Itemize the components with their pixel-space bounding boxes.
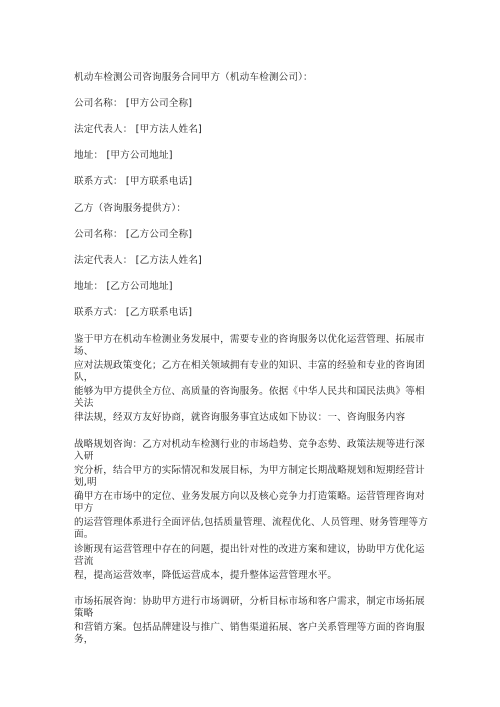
body-line-11: 市场拓展咨询：协助甲方进行市场调研，分析目标市场和客户需求，制定市场拓展策略 bbox=[74, 596, 425, 619]
party-a-contact-value: [甲方联系电话] bbox=[125, 176, 193, 187]
body-line-2: 应对法规政策变化；乙方在相关领域拥有专业的知识、丰富的经验和专业的咨询团队， bbox=[74, 360, 425, 383]
party-a-rep-value: [甲方法人姓名] bbox=[135, 124, 202, 135]
body-line-10: 程，提高运营效率，降低运营成本，提升整体运营管理水平。 bbox=[74, 570, 338, 581]
party-a-rep-label: 法定代表人： bbox=[74, 124, 133, 135]
party-a-company-value: [甲方公司全称] bbox=[125, 98, 193, 109]
party-b-company-value: [乙方公司全称] bbox=[125, 229, 193, 240]
body-line-4: 律法规，经双方友好协商，就咨询服务事宜达成如下协议：一、咨询服务内容 bbox=[74, 412, 406, 423]
party-a-company-label: 公司名称： bbox=[74, 98, 123, 109]
party-a-company bbox=[74, 98, 192, 110]
body-line-5: 战略规划咨询：乙方对机动车检测行业的市场趋势、竞争态势、政策法规等进行深入研 bbox=[74, 439, 425, 462]
body-line-3: 能够为甲方提供全方位、高质量的咨询服务。依据《中华人民共和国民法典》等相关法 bbox=[74, 386, 425, 409]
party-a-address-value: [甲方公司地址] bbox=[106, 150, 173, 161]
party-b-address bbox=[74, 281, 173, 293]
body-line-1: 鉴于甲方在机动车检测业务发展中，需要专业的咨询服务以优化运营管理、拓展市场、 bbox=[74, 334, 425, 357]
party-b-rep-label: 法定代表人： bbox=[74, 255, 133, 266]
party-b-address-label: 地址： bbox=[74, 281, 104, 292]
party-b-contact bbox=[74, 307, 192, 319]
party-a-contact-label: 联系方式： bbox=[74, 176, 123, 187]
party-b-contact-value: [乙方联系电话] bbox=[125, 307, 193, 318]
body-line-6: 究分析，结合甲方的实际情况和发展目标，为甲方制定长期战略规划和短期经营计划,明 bbox=[74, 465, 425, 488]
party-b-representative bbox=[74, 255, 202, 267]
party-a-representative bbox=[74, 124, 202, 136]
body-line-8: 的运营管理体系进行全面评估,包括质量管理、流程优化、人员管理、财务管理等方面。 bbox=[74, 517, 428, 540]
party-b-rep-value: [乙方法人姓名] bbox=[135, 255, 202, 266]
party-b-company-label: 公司名称： bbox=[74, 229, 123, 240]
party-b-address-value: [乙方公司地址] bbox=[106, 281, 173, 292]
body-line-12: 和营销方案。包括品牌建设与推广、销售渠道拓展、客户关系管理等方面的咨询服务， bbox=[74, 622, 425, 645]
party-b-contact-label: 联系方式： bbox=[74, 307, 123, 318]
party-b-company bbox=[74, 229, 192, 241]
body-line-9: 诊断现有运营管理中存在的问题，提出针对性的改进方案和建议，协助甲方优化运营流 bbox=[74, 544, 425, 567]
body-line-7: 确甲方在市场中的定位、业务发展方向以及核心竞争力打造策略。运营管理咨询对甲方 bbox=[74, 491, 425, 514]
contract-title-line: 机动车检测公司咨询服务合同甲方（机动车检测公司）： bbox=[74, 72, 313, 83]
party-a-address bbox=[74, 150, 173, 162]
party-b-heading: 乙方（咨询服务提供方）： bbox=[74, 203, 187, 214]
party-a-contact bbox=[74, 176, 192, 188]
party-a-address-label: 地址： bbox=[74, 150, 104, 161]
